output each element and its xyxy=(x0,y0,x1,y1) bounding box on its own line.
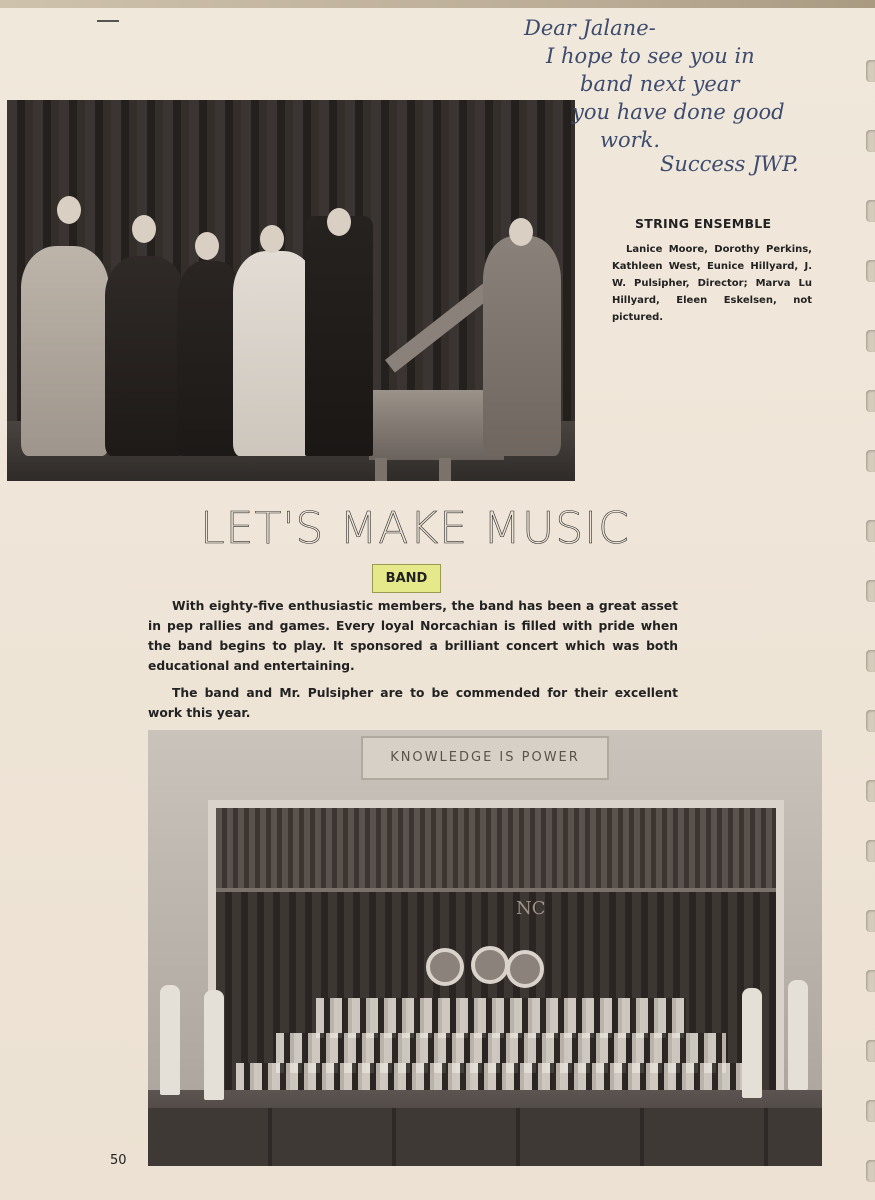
sousaphone xyxy=(426,948,464,986)
piano-leg xyxy=(439,458,451,481)
binder-hole xyxy=(866,970,875,992)
binder-hole xyxy=(866,910,875,932)
page-top-edge xyxy=(0,0,875,8)
musician-figure xyxy=(105,256,185,456)
handwritten-note xyxy=(520,14,870,194)
majorette-figure xyxy=(788,980,808,1090)
binder-hole xyxy=(866,780,875,802)
binder-hole xyxy=(866,1040,875,1062)
page-headline: LET'S MAKE MUSIC xyxy=(200,503,630,554)
binder-hole xyxy=(866,840,875,862)
director-head xyxy=(327,208,351,236)
article-paragraph: The band and Mr. Pulsipher are to be commended for their excellent work this year. xyxy=(148,686,678,720)
binder-hole xyxy=(866,330,875,352)
binder-hole xyxy=(866,390,875,412)
caption-text: Lanice Moore, Dorothy Perkins, Kathleen West, Eunice Hillyard, J. W. Pulsipher, Director; Marva Lu Hillyard, Eleen Eskelsen, not pictured. xyxy=(612,244,812,323)
string-ensemble-caption xyxy=(612,216,812,326)
stage-front-panels xyxy=(148,1108,822,1166)
sousaphone xyxy=(471,946,509,984)
string-ensemble-photo xyxy=(7,100,575,481)
band-row xyxy=(316,998,686,1038)
musician-head xyxy=(195,232,219,260)
piano-leg xyxy=(375,458,387,481)
binder-hole xyxy=(866,260,875,282)
director-figure xyxy=(160,985,180,1095)
band-badge: BAND xyxy=(372,564,441,593)
director-figure xyxy=(305,216,373,456)
proscenium-sign: KNOWLEDGE IS POWER xyxy=(361,736,609,780)
handwriting-line: Dear Jalane- xyxy=(524,16,656,40)
musician-figure xyxy=(483,236,561,456)
binder-holes xyxy=(863,40,875,1190)
handwriting-line: band next year xyxy=(580,72,740,96)
article-paragraph: With eighty-five enthusiastic members, the band has been a great asset in pep rallies and games. Every loyal Norcachian is filled with pride when the band begins to play. It sponsored a brilliant concert which was both educational and entertaining. xyxy=(148,599,678,673)
handwriting-line: work. xyxy=(600,128,661,152)
binder-hole xyxy=(866,1100,875,1122)
binder-hole xyxy=(866,1160,875,1182)
sousaphone xyxy=(506,950,544,988)
band-article xyxy=(148,596,678,730)
majorette-figure xyxy=(742,988,762,1098)
caption-title: STRING ENSEMBLE xyxy=(635,216,772,231)
binder-hole xyxy=(866,520,875,542)
handwriting-line: I hope to see you in xyxy=(546,44,755,68)
binder-hole xyxy=(866,710,875,732)
handwriting-line: you have done good xyxy=(572,100,785,124)
curtain-valance xyxy=(216,808,776,892)
drum-major-figure xyxy=(204,990,224,1100)
page-number: 50 xyxy=(110,1153,127,1168)
musician-head xyxy=(260,225,284,253)
musician-head xyxy=(509,218,533,246)
binder-hole xyxy=(866,450,875,472)
handwriting-signature: Success JWP. xyxy=(660,152,799,176)
musician-head xyxy=(132,215,156,243)
nc-logo: NC xyxy=(516,898,546,919)
page-mark xyxy=(97,20,119,22)
binder-hole xyxy=(866,580,875,602)
band-stage-photo xyxy=(148,730,822,1166)
binder-hole xyxy=(866,200,875,222)
musician-head xyxy=(57,196,81,224)
stage-opening xyxy=(208,800,784,1116)
binder-hole xyxy=(866,650,875,672)
musician-figure xyxy=(21,246,109,456)
